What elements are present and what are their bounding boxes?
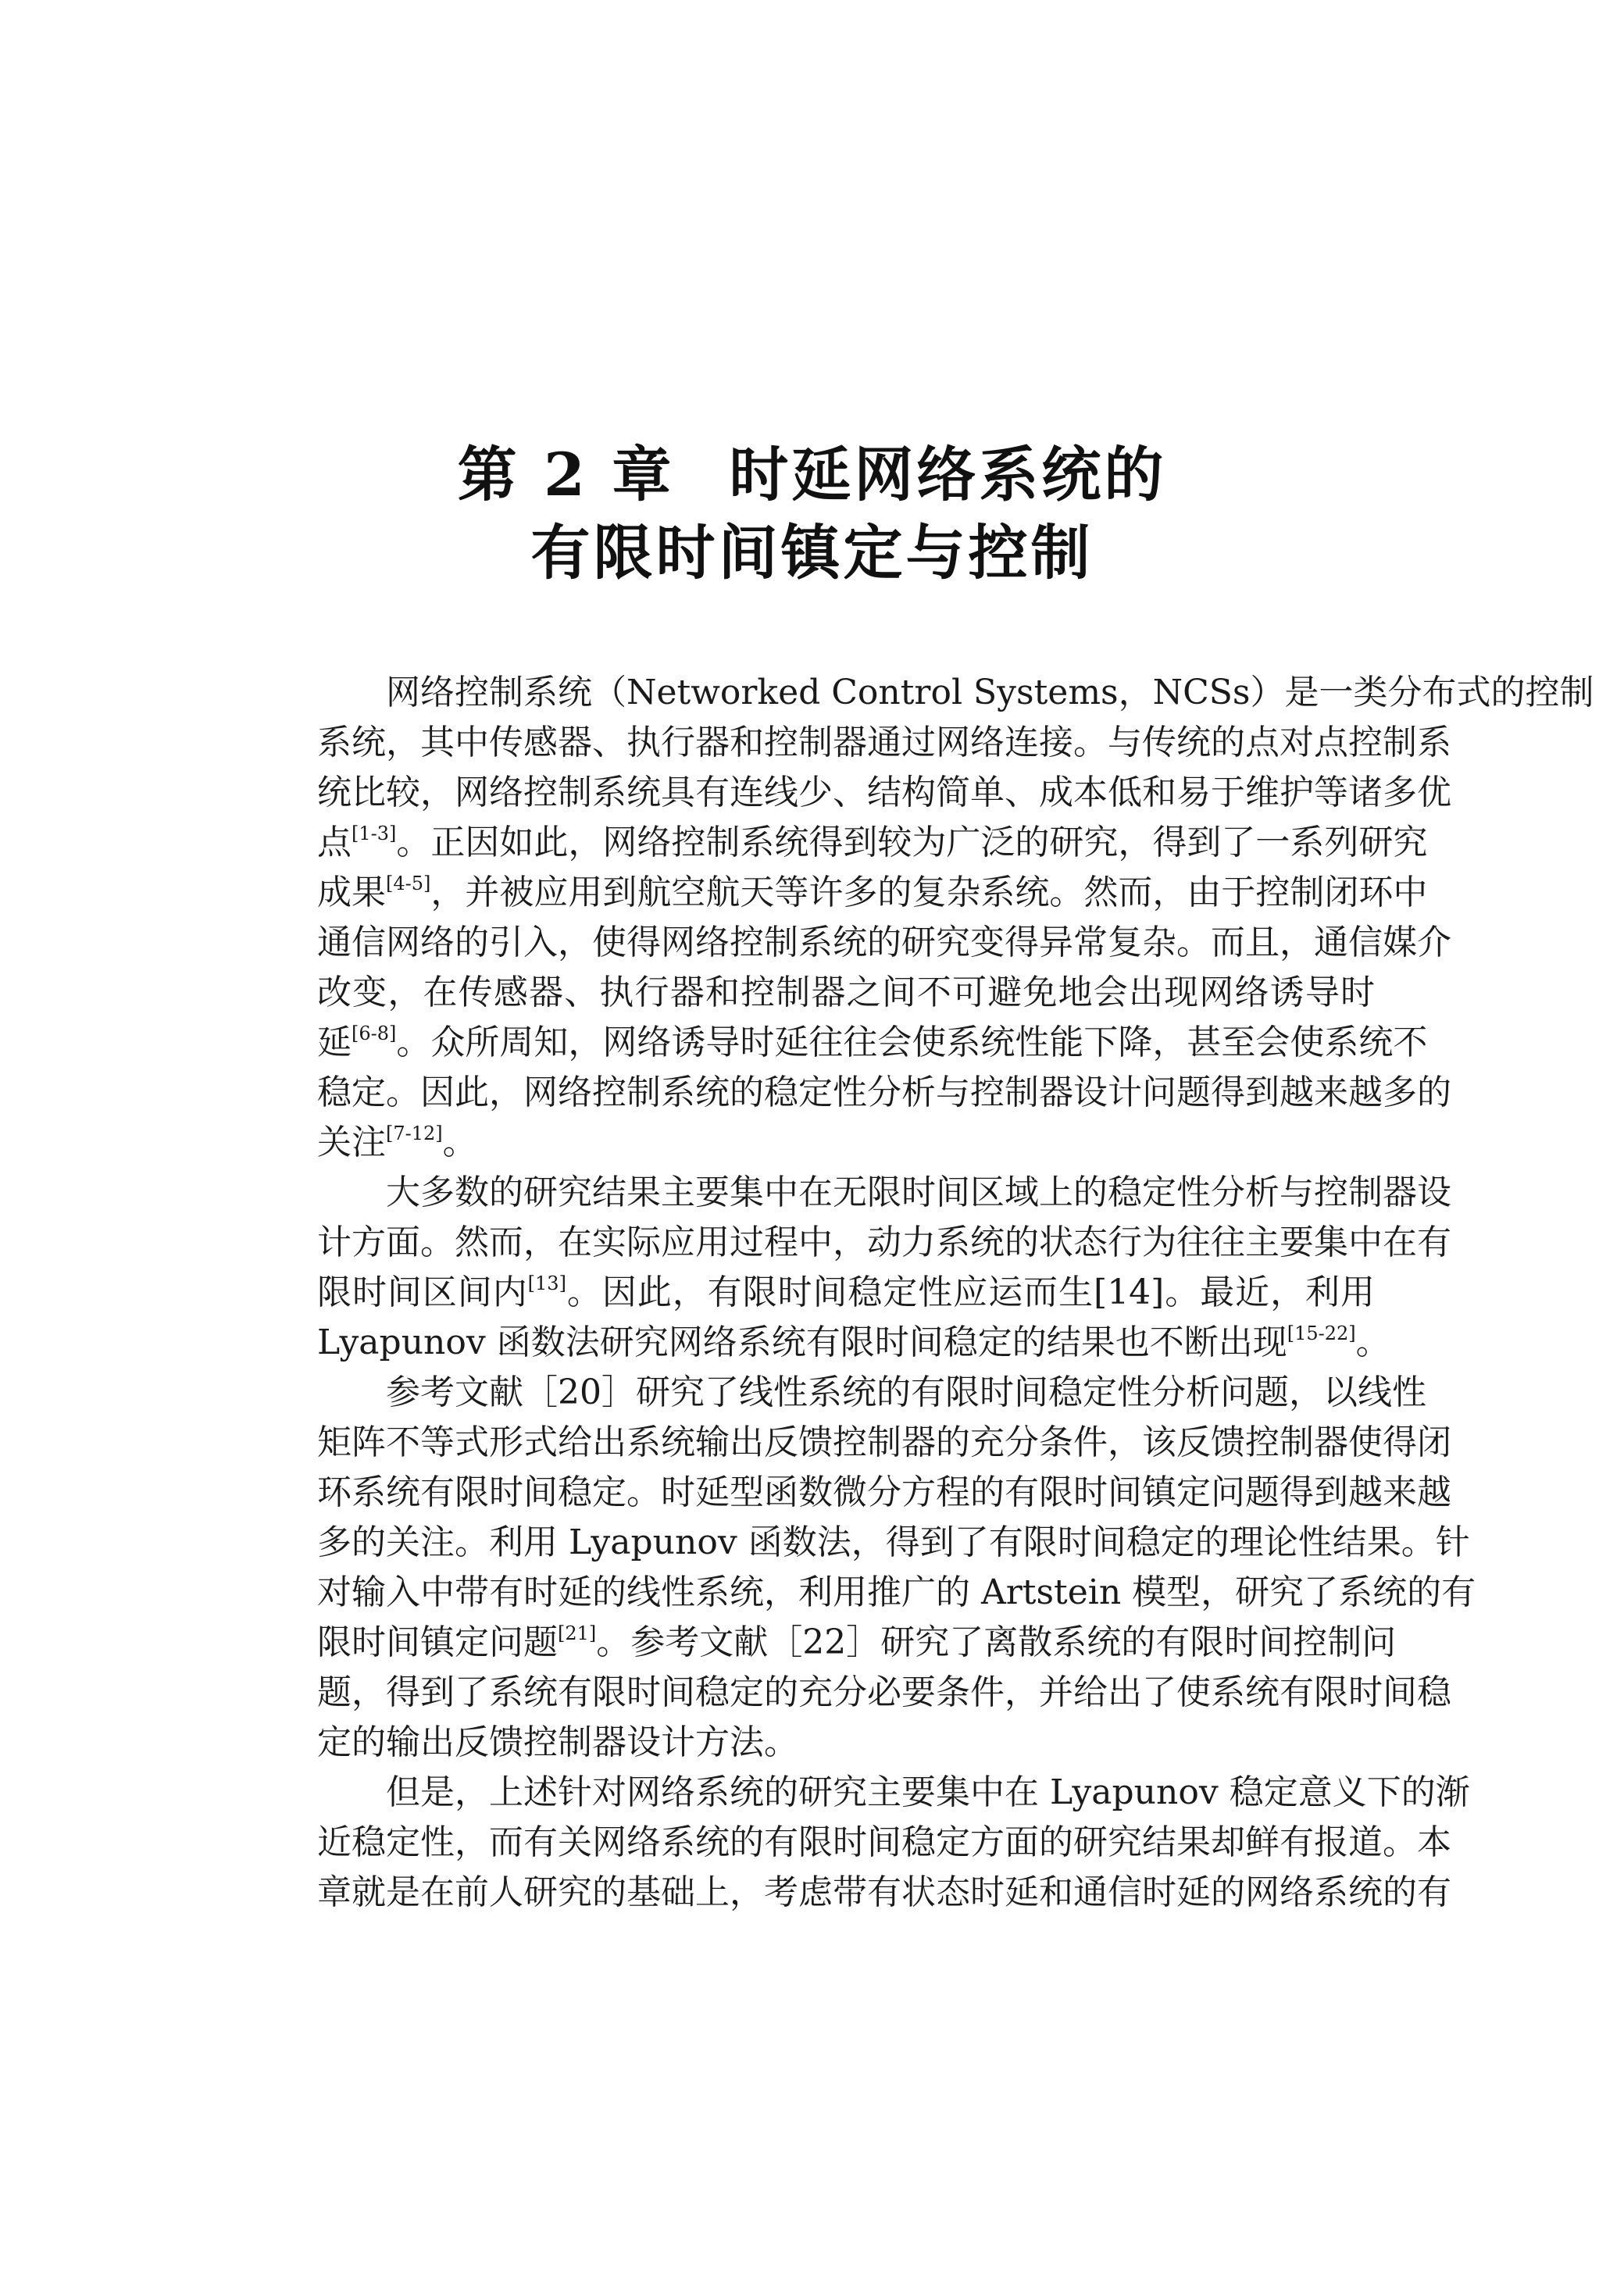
text-segment: 点	[317, 823, 352, 862]
text-line	[248, 768, 1451, 818]
text-segment: 。	[1355, 1322, 1390, 1362]
text-line	[248, 818, 1428, 868]
text-segment: 题，得到了系统有限时间稳定的充分必要条件，并给出了使系统有限时间稳	[317, 1672, 1451, 1712]
text-line	[248, 668, 1594, 718]
text-segment: Lyapunov 函数法研究网络系统有限时间稳定的结果也不断出现	[317, 1322, 1287, 1362]
paragraph	[248, 1168, 1451, 1368]
text-segment: 计方面。然而，在实际应用过程中，动力系统的状态行为往往主要集中在有	[317, 1222, 1451, 1262]
text-segment: 矩阵不等式形式给出系统输出反馈控制器的充分条件，该反馈控制器使得闭	[317, 1422, 1451, 1462]
text-segment: 限时间区间内	[317, 1272, 528, 1312]
paragraph	[248, 668, 1594, 1168]
text-segment: 环系统有限时间稳定。时延型函数微分方程的有限时间镇定问题得到越来越	[317, 1472, 1451, 1512]
citation-superscript: [7-12]	[386, 1123, 443, 1144]
text-line	[248, 1668, 1451, 1718]
text-segment: 参考文献［20］研究了线性系统的有限时间稳定性分析问题，以线性	[386, 1372, 1426, 1412]
text-segment: 章就是在前人研究的基础上，考虑带有状态时延和通信时延的网络系统的有	[317, 1872, 1451, 1912]
text-segment: 。正因如此，网络控制系统得到较为广泛的研究，得到了一系列研究	[396, 823, 1428, 862]
citation-superscript: [1-3]	[352, 823, 397, 844]
text-segment: 近稳定性，而有关网络系统的有限时间稳定方面的研究结果却鲜有报道。本	[317, 1822, 1451, 1862]
text-line	[248, 1368, 1426, 1418]
text-segment: ，并被应用到航空航天等许多的复杂系统。然而，由于控制闭环中	[430, 873, 1428, 912]
text-segment: 。参考文献［22］研究了离散系统的有限时间控制问	[596, 1622, 1397, 1662]
paragraph	[248, 1768, 1470, 1918]
chapter-number: 第 2 章	[457, 440, 675, 509]
citation-superscript: [15-22]	[1287, 1322, 1356, 1344]
text-segment: 大多数的研究结果主要集中在无限时间区域上的稳定性分析与控制器设	[386, 1172, 1451, 1212]
text-line	[248, 868, 1428, 918]
chapter-title-part-1: 时延网络系统的	[729, 440, 1167, 509]
citation-superscript: [4-5]	[386, 873, 431, 894]
text-segment: 但是，上述针对网络系统的研究主要集中在 Lyapunov 稳定意义下的渐	[386, 1772, 1470, 1812]
text-line	[248, 918, 1451, 968]
text-line	[248, 1718, 1375, 1768]
text-line	[248, 1068, 1451, 1118]
text-segment: 通信网络的引入，使得网络控制系统的研究变得异常复杂。而且，通信媒介	[317, 923, 1451, 962]
text-line	[248, 1118, 1375, 1168]
text-line	[248, 1818, 1451, 1868]
text-line	[248, 1618, 1397, 1668]
chapter-body	[248, 668, 1594, 1918]
text-line	[248, 718, 1451, 768]
citation-superscript: [13]	[527, 1272, 566, 1294]
chapter-title-line-1	[0, 437, 1624, 512]
text-segment: 统比较，网络控制系统具有连线少、结构简单、成本低和易于维护等诸多优	[317, 773, 1451, 812]
text-segment: 对输入中带有时延的线性系统，利用推广的 Artstein 模型，研究了系统的有	[317, 1572, 1476, 1612]
text-line	[248, 1868, 1451, 1918]
text-segment: 多的关注。利用 Lyapunov 函数法，得到了有限时间稳定的理论性结果。针	[317, 1522, 1470, 1562]
text-segment: 稳定。因此，网络控制系统的稳定性分析与控制器设计问题得到越来越多的	[317, 1073, 1451, 1112]
text-segment: 延	[317, 1023, 352, 1062]
text-line	[248, 1018, 1428, 1068]
paragraph	[248, 1368, 1476, 1768]
text-segment: 定的输出反馈控制器设计方法。	[317, 1722, 798, 1762]
citation-superscript: [21]	[558, 1622, 597, 1644]
text-segment: 。因此，有限时间稳定性应运而生[14]。最近，利用	[566, 1272, 1376, 1312]
text-line	[248, 1768, 1470, 1818]
text-segment: 网络控制系统（Networked Control Systems，NCSs）是一类分布式的控制	[386, 673, 1594, 712]
text-line	[248, 1568, 1476, 1618]
text-line	[248, 1318, 1390, 1368]
text-line	[248, 1218, 1451, 1268]
text-segment: 。众所周知，网络诱导时延往往会使系统性能下降，甚至会使系统不	[396, 1023, 1428, 1062]
text-segment: 改变，在传感器、执行器和控制器之间不可避免地会出现网络诱导时	[317, 973, 1375, 1012]
text-line	[248, 1468, 1451, 1518]
text-line	[248, 968, 1375, 1018]
text-line	[248, 1518, 1470, 1568]
text-segment: 关注	[317, 1123, 386, 1162]
citation-superscript: [6-8]	[352, 1023, 397, 1044]
chapter-title-line-2: 有限时间镇定与控制	[530, 518, 1094, 587]
text-segment: 限时间镇定问题	[317, 1622, 558, 1662]
text-segment: 。	[442, 1123, 477, 1162]
text-line	[248, 1418, 1451, 1468]
text-segment: 系统，其中传感器、执行器和控制器通过网络连接。与传统的点对点控制系	[317, 723, 1451, 762]
text-line	[248, 1168, 1451, 1218]
text-segment: 成果	[317, 873, 386, 912]
text-line	[248, 1268, 1375, 1318]
